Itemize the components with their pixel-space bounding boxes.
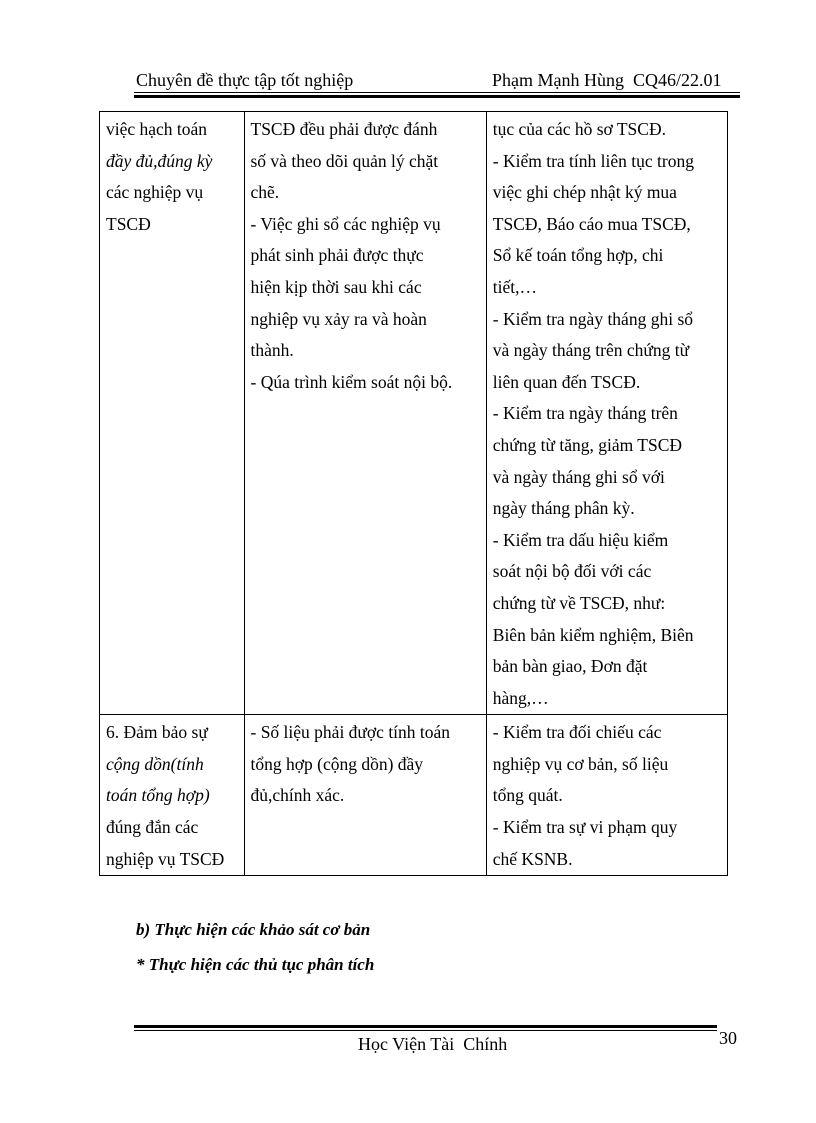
cell-line: chứng từ về TSCĐ, như: [492, 592, 666, 613]
table-cell-3 [486, 715, 727, 876]
cell-line: Biên bản kiểm nghiệm, Biên [492, 624, 694, 645]
cell-line: tổng quát. [492, 785, 563, 806]
table-cell-1 [100, 715, 245, 876]
cell-line: ngày tháng phân kỳ. [492, 498, 635, 519]
cell-line: đầy đủ,đúng kỳ [106, 150, 213, 171]
cell-line: đủ,chính xác. [250, 785, 345, 806]
table-cell-2 [244, 715, 486, 876]
cell-line: cộng dồn(tính [106, 753, 204, 774]
header-rule-thick [134, 95, 740, 98]
cell-line: hiện kịp thời sau khi các [250, 276, 422, 297]
section-b-heading: b) Thực hiện các khảo sát cơ bản [136, 920, 371, 939]
cell-line: - Kiểm tra tính liên tục trong [492, 150, 694, 171]
cell-line: Sổ kế toán tổng hợp, chi [492, 245, 664, 266]
cell-line: chứng từ tăng, giảm TSCĐ [492, 434, 683, 455]
cell-line: - Kiểm tra ngày tháng trên [492, 403, 678, 424]
cell-line: hàng,… [492, 687, 549, 708]
cell-line: tục của các hồ sơ TSCĐ. [492, 119, 666, 139]
header-rule-thin [134, 92, 740, 93]
cell-line: các nghiệp vụ [106, 182, 204, 203]
cell-line: 6. Đảm bảo sự [106, 722, 208, 743]
cell-line: nghiệp vụ cơ bản, số liệu [492, 753, 669, 774]
cell-line: nghiệp vụ xảy ra và hoàn [250, 308, 427, 329]
cell-line: tiết,… [492, 276, 537, 297]
header-title: Chuyên đề thực tập tốt nghiệp [136, 70, 354, 90]
cell-line: bản bàn giao, Đơn đặt [492, 656, 648, 677]
cell-line: chế KSNB. [492, 848, 573, 869]
cell-line: - Qúa trình kiểm soát nội bộ. [250, 371, 453, 392]
cell-line: số và theo dõi quản lý chặt [250, 150, 439, 171]
cell-line: - Việc ghi sổ các nghiệp vụ [250, 213, 441, 234]
section-analysis-heading: * Thực hiện các thủ tục phân tích [136, 955, 375, 974]
cell-line: TSCĐ [106, 213, 151, 234]
cell-line: - Kiểm tra ngày tháng ghi sổ [492, 308, 693, 329]
cell-line: - Kiểm tra sự vi phạm quy [492, 817, 678, 838]
cell-line: và ngày tháng trên chứng từ [492, 340, 690, 361]
cell-line: nghiệp vụ TSCĐ [106, 848, 225, 869]
cell-line: TSCĐ đều phải được đánh [250, 119, 438, 139]
table-cell-2 [244, 112, 486, 715]
cell-line: - Kiểm tra dấu hiệu kiểm [492, 529, 669, 550]
cell-line: liên quan đến TSCĐ. [492, 371, 641, 392]
cell-line: đúng đắn các [106, 817, 199, 838]
page-number: 30 [719, 1028, 737, 1048]
footer-rule-thick [134, 1025, 717, 1028]
table-row [100, 715, 728, 876]
cell-line: soát nội bộ đối với các [492, 561, 652, 582]
header-author: Phạm Mạnh Hùng CQ46/22.01 [492, 70, 722, 90]
cell-line: việc hạch toán [106, 119, 208, 139]
cell-line: TSCĐ, Báo cáo mua TSCĐ, [492, 213, 691, 234]
cell-line: tổng hợp (cộng dồn) đầy [250, 753, 424, 774]
procedures-table [99, 111, 728, 876]
cell-line: chẽ. [250, 182, 280, 203]
table-cell-3 [486, 112, 727, 715]
cell-line: việc ghi chép nhật ký mua [492, 182, 677, 203]
footer-rule-thin [134, 1030, 717, 1031]
footer-institution: Học Viện Tài Chính [358, 1034, 508, 1054]
cell-line: phát sinh phải được thực [250, 245, 424, 266]
cell-line: - Kiểm tra đối chiếu các [492, 722, 662, 743]
table-row [100, 112, 728, 715]
cell-line: toán tổng hợp) [106, 785, 210, 806]
cell-line: và ngày tháng ghi sổ với [492, 466, 665, 487]
cell-line: - Số liệu phải được tính toán [250, 722, 451, 743]
cell-line: thành. [250, 340, 294, 361]
table-cell-1 [100, 112, 245, 715]
